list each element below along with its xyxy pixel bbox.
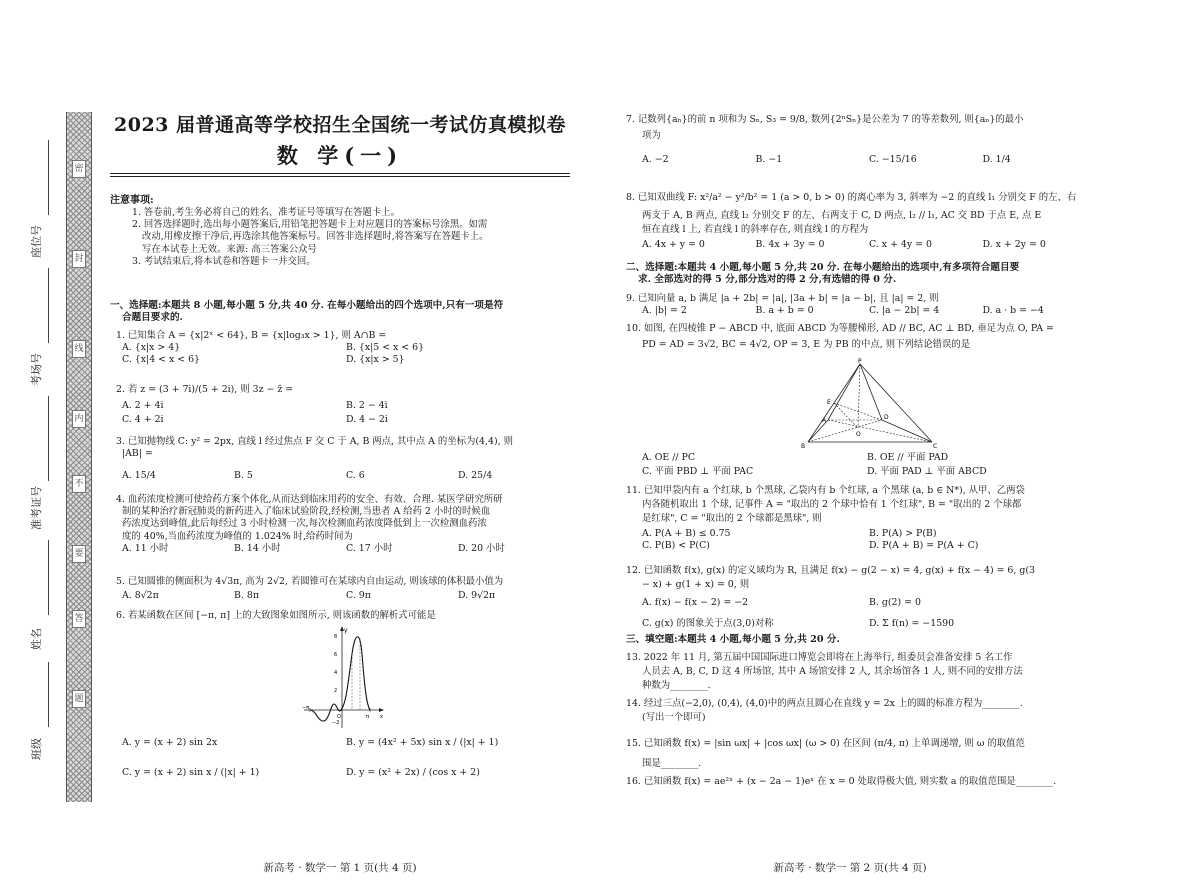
field-exam-id: 准考证号 — [30, 486, 43, 530]
question-1 — [116, 330, 570, 367]
edge-pd — [860, 364, 882, 420]
page-footer-left: 新高考 · 数学一 第 1 页(共 4 页) — [263, 862, 417, 874]
question-stem: 项为 — [642, 130, 661, 142]
option: B. P(A) > P(B) — [869, 527, 937, 539]
origin-label: O — [337, 714, 341, 720]
field-line — [48, 662, 49, 727]
question-6-options — [122, 737, 570, 779]
question-11 — [626, 485, 1096, 552]
option: D. x + 2y = 0 — [982, 238, 1046, 250]
option: B. y = (4x² + 5x) sin x / (|x| + 1) — [346, 737, 499, 748]
question-stem: 1. 已知集合 A = {x|2ˣ < 64}, B = {x|log₃x > 1}, 则 A∩B = — [116, 330, 387, 341]
question-line: 8. 已知双曲线 F: x²/a² − y²/b² = 1 (a > 0, b > 0) 的离心率为 3, 斜率为 −2 的直线 l₁ 分别交 F 的左、右 — [626, 192, 1077, 203]
section-heading: 二、选择题:本题共 4 小题,每小题 5 分,共 20 分. 在每小题给出的选项中,有多项符合题目要 — [626, 262, 1020, 273]
seal-char: 线 — [72, 340, 86, 358]
section-heading: 一、选择题:本题共 8 小题,每小题 5 分,共 40 分. 在每小题给出的四个选项中,只有一项是符 — [110, 300, 504, 311]
seal-char: 密 — [72, 160, 86, 178]
option: C. x + 4y = 0 — [869, 238, 932, 250]
question-stem: 2. 若 z = (3 + 7i)/(5 + 2i), 则 3z − z̄ = — [116, 384, 294, 395]
option: C. 平面 PBD ⊥ 平面 PAC — [642, 466, 754, 478]
notice-block — [110, 194, 570, 268]
notice-item: 3. 考试结束后,将本试卷和答题卡一并交回。 — [132, 255, 316, 267]
notice-heading: 注意事项: — [110, 195, 154, 206]
field-line — [48, 268, 49, 343]
question-13 — [626, 652, 1096, 693]
field-class: 班级 — [30, 738, 43, 760]
exam-subtitle: 数 学(一) — [276, 143, 404, 168]
vertex-label: P — [858, 358, 862, 365]
vertex-label: E — [827, 399, 831, 406]
question-14 — [626, 698, 1096, 724]
y-tick-label: 4 — [334, 670, 338, 676]
question-line: (写出一个即可) — [642, 712, 706, 724]
seg-eo — [834, 403, 858, 428]
function-curve — [310, 637, 370, 721]
notice-item: 1. 答卷前,考生务必将自己的姓名、准考证号等填写在答题卡上。 — [132, 207, 401, 218]
question-stem: 7. 记数列{aₙ}的前 n 项和为 Sₙ, S₃ = 9/8, 数列{2ⁿSₙ}是公差为 7 的等差数列, 则{aₙ}的最小 — [626, 114, 1024, 125]
option: C. 9π — [346, 590, 371, 602]
option: D. Σ f(n) = −1590 — [869, 617, 955, 629]
y-tick-label: 8 — [334, 634, 338, 640]
option: C. 17 小时 — [346, 542, 393, 554]
question-line: 是红球", C = "取出的 2 个球都是黑球", 则 — [642, 513, 822, 525]
option: B. {x|5 < x < 6} — [346, 342, 425, 354]
field-line — [48, 396, 49, 481]
question-3 — [116, 436, 570, 483]
option: B. OE // 平面 PAD — [867, 452, 949, 463]
question-line: 围是________. — [642, 758, 702, 770]
option: B. a + b = 0 — [755, 305, 814, 317]
option: B. −1 — [755, 154, 783, 166]
field-seat-number: 座位号 — [30, 225, 43, 258]
option: A. f(x) − f(x − 2) = −2 — [642, 597, 749, 609]
question-line: 人员去 A, B, C, D 这 4 所场馆, 其中 A 场馆安排 2 人, 其余场馆各 1 人, 则不同的安排方法 — [642, 666, 1023, 678]
field-line — [48, 140, 49, 215]
question-line: 制的某种治疗新冠肺炎的新药进入了临床试验阶段,经检测,当患者 A 给药 2 小时的时候血 — [122, 506, 491, 518]
notice-item: 改动,用橡皮擦干净后,再选涂其他答案标号。回答非选择题时,将答案写在答题卡上。 — [142, 231, 489, 243]
y-tick-label: −2 — [332, 720, 340, 726]
option: C. P(B) < P(C) — [642, 539, 710, 551]
question-7 — [626, 114, 1096, 167]
option: A. y = (x + 2) sin 2x — [122, 737, 218, 748]
field-line — [48, 540, 49, 615]
title-rule — [110, 173, 570, 177]
question-line: 14. 经过三点(−2,0), (0,4), (4,0)中的两点且圆心在直线 y = 2x 上的圆的标准方程为________. — [626, 698, 1023, 709]
option: B. g(2) = 0 — [869, 597, 921, 609]
edge-pc — [860, 364, 932, 442]
question-stem: 6. 若某函数在区间 [−π, π] 上的大致图象如图所示, 则该函数的解析式可能是 — [116, 610, 436, 621]
option: D. y = (x² + 2x) / (cos x + 2) — [346, 767, 480, 779]
question-12 — [626, 565, 1096, 630]
question-stem: 9. 已知向量 a, b 满足 |a + 2b| = |a|, |3a + b| = |a − b|, 且 |a| = 2, 则 — [626, 293, 939, 304]
option: B. 5 — [234, 470, 253, 482]
vertex-label: B — [801, 443, 806, 450]
question-2 — [116, 384, 570, 427]
seal-char: 题 — [72, 690, 86, 708]
seal-char: 不 — [72, 475, 86, 493]
section-2 — [626, 262, 1096, 287]
diag-bd — [808, 420, 882, 442]
question-line: 15. 已知函数 f(x) = |sin ωx| + |cos ωx| (ω > 0) 在区间 (π/4, π) 上单调递增, 则 ω 的取值范 — [626, 738, 1025, 749]
option: D. P(A + B) = P(A + C) — [869, 539, 979, 551]
question-line: 11. 已知甲袋内有 a 个红球, b 个黑球, 乙袋内有 b 个红球, a 个黑球 (a, b ∈ N*), 从甲、乙两袋 — [626, 485, 1025, 496]
question-stem: |AB| = — [122, 448, 153, 460]
section-heading: 求. 全部选对的得 5 分,部分选对的得 2 分,有选错的得 0 分. — [638, 274, 897, 286]
section-heading: 三、填空题:本题共 4 小题,每小题 5 分,共 20 分. — [626, 634, 840, 645]
section-1 — [110, 300, 572, 325]
question-16 — [626, 776, 1096, 788]
option: A. |b| = 2 — [642, 305, 687, 317]
option: D. 20 小时 — [458, 542, 505, 554]
binding-strip — [0, 0, 105, 896]
option: C. g(x) 的图象关于点(3,0)对称 — [642, 617, 774, 629]
notice-item: 写在本试卷上无效。来源: 高三答案公众号 — [142, 243, 317, 255]
option: B. 14 小时 — [234, 542, 281, 554]
option: D. 平面 PAD ⊥ 平面 ABCD — [867, 466, 987, 478]
question-5 — [116, 576, 570, 602]
y-axis-label: y — [344, 627, 348, 634]
question-line: 种数为________. — [642, 680, 711, 692]
option: C. −15/16 — [869, 154, 917, 166]
seal-char: 答 — [72, 610, 86, 628]
question-line: 4. 血药浓度检测可使给药方案个体化,从而达到临床用药的安全、有效、合理. 某医学研究所研 — [116, 494, 503, 505]
question-15 — [626, 738, 1096, 770]
option: C. 6 — [346, 470, 365, 482]
option: B. 2 − 4i — [346, 400, 388, 412]
question-line: 12. 已知函数 f(x), g(x) 的定义域均为 R, 且满足 f(x) − g(2 − x) = 4, g(x) + f(x − 4) = 6, g(3 — [626, 565, 1035, 576]
seal-char: 内 — [72, 410, 86, 428]
x-tick-label: −π — [302, 705, 310, 711]
seg-ed — [834, 403, 882, 420]
option: A. 11 小时 — [122, 542, 169, 554]
x-axis-arrow-icon — [379, 708, 384, 712]
option: D. 1/4 — [982, 154, 1011, 166]
question-stem: 5. 已知圆锥的侧面积为 4√3π, 高为 2√2, 若圆锥可在某球内自由运动, 则该球的体积最小值为 — [116, 576, 504, 587]
option: A. 15/4 — [122, 470, 156, 482]
question-line: 恒在直线 l 上, 若直线 l 的斜率存在, 则直线 l 的方程为 — [642, 224, 869, 236]
question-4 — [116, 494, 570, 555]
option: A. −2 — [642, 154, 669, 166]
x-tick-label: π — [366, 714, 370, 720]
question-line: 两支于 A, B 两点, 直线 l₂ 分别交 F 的左、右两支于 C, D 两点, l₂ // l₁, AC 交 BD 于点 E, 点 E — [642, 210, 1042, 222]
y-tick-label: 6 — [334, 652, 338, 658]
option: D. 25/4 — [458, 470, 493, 482]
option: B. 4x + 3y = 0 — [755, 238, 825, 250]
question-6 — [116, 610, 570, 622]
option: D. a · b = −4 — [982, 305, 1044, 317]
option: A. 2 + 4i — [122, 400, 164, 412]
question-10-options — [642, 452, 1092, 478]
option: C. {x|4 < x < 6} — [122, 354, 201, 366]
notice-item: 2. 回答选择题时,选出每小题答案后,用铅笔把答题卡上对应题目的答案标号涂黑。如需 — [132, 219, 488, 231]
option: C. y = (x + 2) sin x / (|x| + 1) — [122, 767, 260, 779]
option: C. 4 + 2i — [122, 414, 164, 426]
function-graph — [298, 624, 388, 734]
vertex-label: O — [856, 431, 861, 438]
question-line: − x) + g(1 + x) = 0, 则 — [642, 579, 750, 591]
option: A. 8√2π — [122, 590, 159, 602]
edge-cd — [882, 420, 932, 442]
question-line: 度的 40%,当血药浓度为峰值的 1.024% 时,给药时间为 — [122, 530, 353, 542]
edge-pa — [828, 364, 860, 420]
section-3 — [626, 634, 1096, 646]
diag-ac — [828, 420, 932, 442]
exam-title: 2023 届普通高等学校招生全国统一考试仿真模拟卷 — [114, 114, 566, 136]
question-line: PD = AD = 3√2, BC = 4√2, OP = 3, E 为 PB 的中点, 则下列结论错误的是 — [642, 339, 971, 351]
pyramid-figure — [796, 358, 946, 450]
option: A. {x|x > 4} — [122, 342, 181, 354]
question-8 — [626, 192, 1096, 251]
option: C. |a − 2b| = 4 — [869, 305, 940, 317]
y-tick-label: 2 — [334, 688, 338, 694]
x-axis-label: x — [380, 714, 383, 720]
question-line: 13. 2022 年 11 月, 第五届中国国际进口博览会即将在上海举行, 组委员会准备安排 5 名工作 — [626, 652, 1013, 663]
vertex-label: C — [933, 443, 938, 450]
field-exam-room: 考场号 — [30, 353, 43, 386]
question-stem: 3. 已知抛物线 C: y² = 2px, 直线 l 经过焦点 F 交 C 于 A, B 两点, 其中点 A 的坐标为(4,4), 则 — [116, 436, 513, 447]
option: D. {x|x > 5} — [346, 354, 405, 366]
question-line: 10. 如图, 在四棱锥 P − ABCD 中, 底面 ABCD 为等腰梯形, AD // BC, AC ⊥ BD, 垂足为点 O, PA = — [626, 323, 1054, 334]
question-10 — [626, 323, 1096, 351]
seal-char: 封 — [72, 250, 86, 268]
question-9 — [626, 293, 1096, 317]
option: D. 9√2π — [458, 590, 496, 602]
question-line: 药浓度达到峰值,此后每经过 3 小时检测一次,每次检测血药浓度降低到上一次检测血药浓 — [122, 518, 487, 530]
seg-po — [858, 364, 860, 428]
vertex-label: A — [822, 417, 827, 424]
field-name: 姓名 — [30, 628, 43, 650]
seal-char: 要 — [72, 545, 86, 563]
vertex-label: D — [884, 414, 889, 421]
option: D. 4 − 2i — [346, 414, 388, 426]
question-line: 内各随机取出 1 个球, 记事件 A = "取出的 2 个球中恰有 1 个红球", B = "取出的 2 个球都 — [642, 499, 1022, 511]
option: A. 4x + y = 0 — [642, 238, 705, 250]
question-line: 16. 已知函数 f(x) = ae²ˣ + (x − 2a − 1)eˣ 在 x = 0 处取得极大值, 则实数 a 的取值范围是________. — [626, 776, 1057, 787]
option: B. 8π — [234, 590, 259, 602]
section-heading: 合题目要求的. — [122, 312, 183, 324]
page-footer-right: 新高考 · 数学一 第 2 页(共 4 页) — [773, 862, 927, 874]
option: A. OE // PC — [642, 452, 696, 463]
option: A. P(A + B) ≤ 0.75 — [642, 527, 731, 539]
